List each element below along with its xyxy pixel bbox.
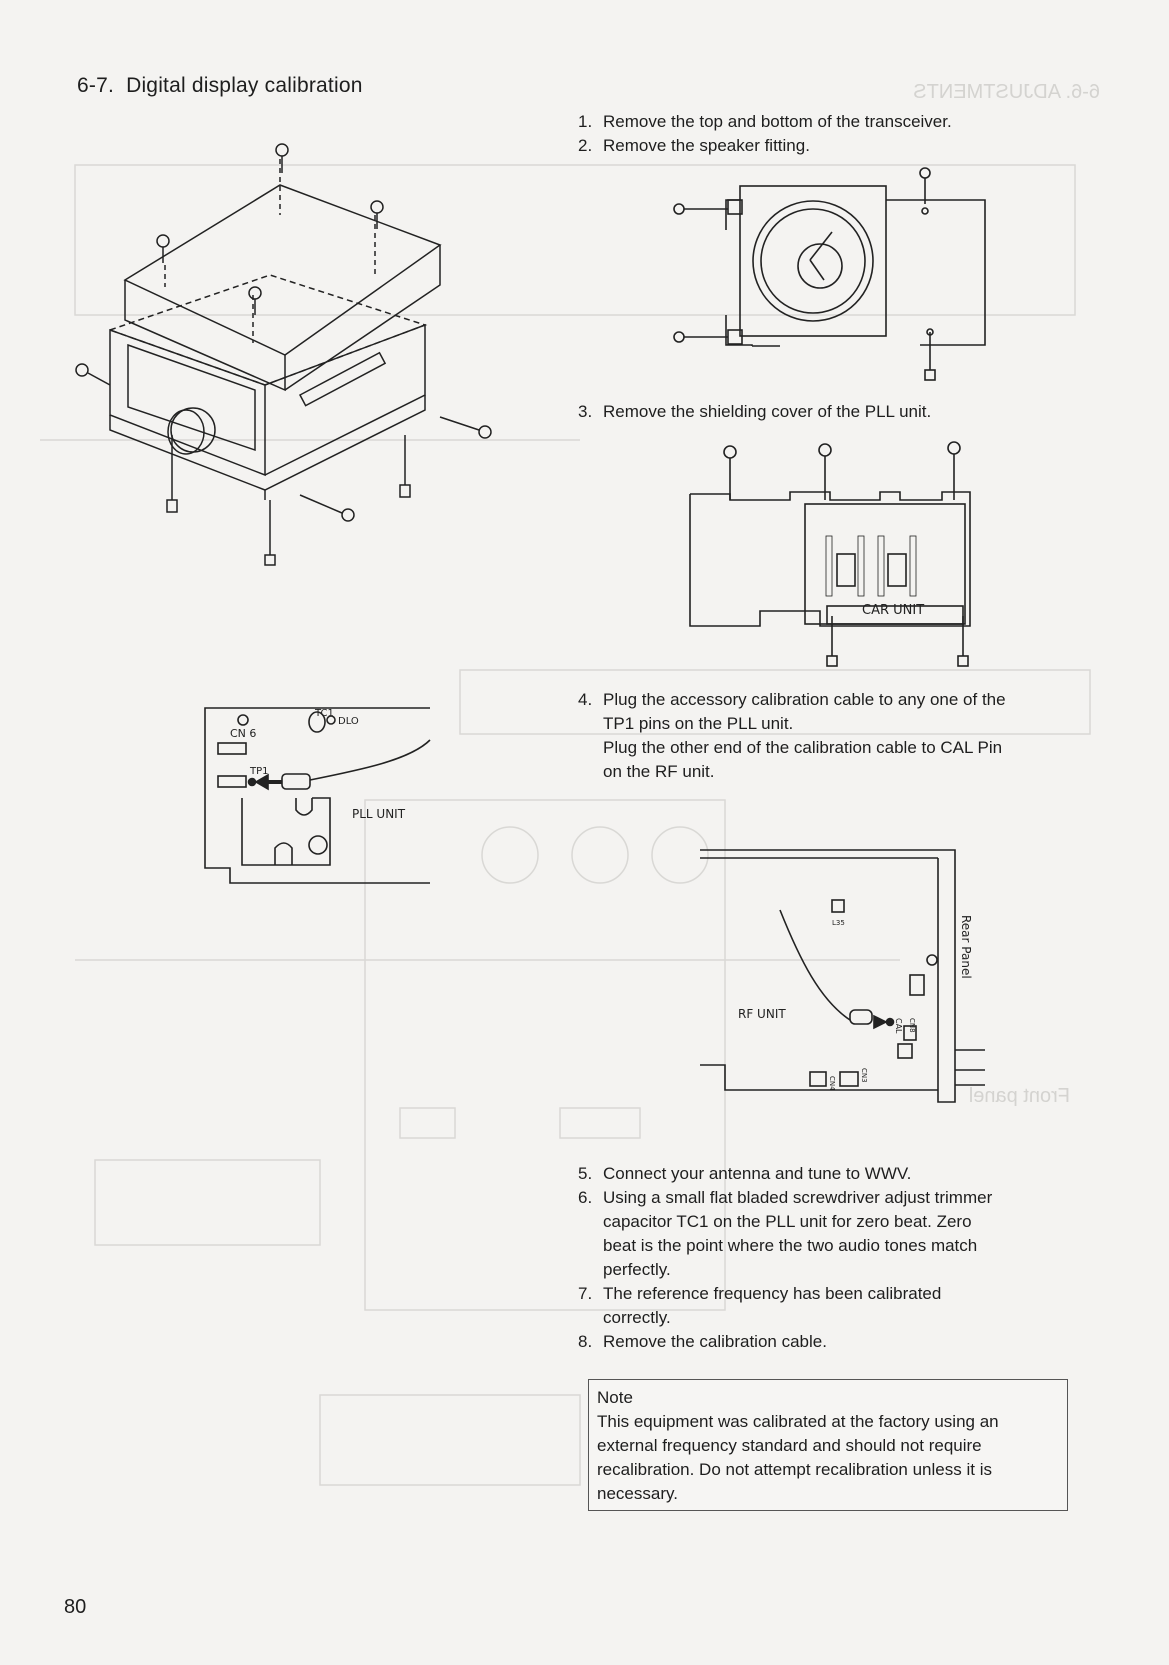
pll-shield-diagram xyxy=(680,436,980,676)
note-heading: Note xyxy=(597,1388,633,1407)
tc1-label: TC1 xyxy=(315,708,334,719)
screw-icon xyxy=(440,417,491,438)
rear-panel-label: Rear Panel xyxy=(959,915,973,979)
screw-icon xyxy=(249,287,261,315)
rf-unit-diagram xyxy=(700,840,1020,1110)
screw-icon xyxy=(674,332,728,342)
step-5: 5. Connect your antenna and tune to WWV. xyxy=(578,1164,912,1183)
screw-icon xyxy=(674,204,728,214)
screw-icon xyxy=(925,332,935,380)
screw-icon xyxy=(167,435,177,512)
bleed-front-panel: Front panel xyxy=(968,1085,1070,1107)
dlo-label: DLO xyxy=(338,716,359,727)
screw-icon xyxy=(400,435,410,497)
arrow-icon xyxy=(874,1016,886,1028)
transceiver-top-removal-diagram xyxy=(70,145,500,565)
cn3-label: CN3 xyxy=(860,1068,868,1083)
step-6: 6. Using a small flat bladed screwdriver adjust trimmer capacitor TC1 on the PLL unit for zero beat. Zero beat is the point where the two audio tones match perfectly. xyxy=(578,1188,993,1279)
cal-label: CAL xyxy=(894,1018,903,1034)
step-1: 1. Remove the top and bottom of the transceiver. xyxy=(578,112,952,131)
section-number: 6-7. xyxy=(77,74,114,97)
screw-icon xyxy=(724,446,736,500)
note-line: This equipment was calibrated at the factory using an xyxy=(597,1412,999,1431)
step-2: 2. Remove the speaker fitting. xyxy=(578,136,810,155)
cn6-label: CN 6 xyxy=(230,727,257,740)
section-title-text: Digital display calibration xyxy=(126,74,363,97)
steps-5-8 xyxy=(578,1162,1098,1354)
step-4: 4. Plug the accessory calibration cable to any one of the TP1 pins on the PLL unit. Plug the other end of the calibration cable to CAL Pin on the RF unit. xyxy=(578,690,1006,781)
pll-unit-label: PLL UNIT xyxy=(352,807,406,821)
l35-label: L35 xyxy=(832,919,845,927)
screw-icon xyxy=(276,144,288,173)
tp1-label: TP1 xyxy=(250,766,269,777)
arrow-icon xyxy=(256,775,268,789)
screw-icon xyxy=(371,201,383,229)
screw-icon xyxy=(920,168,930,204)
section-title xyxy=(77,74,363,98)
cn8-label: CN8 xyxy=(908,1018,916,1033)
screw-icon xyxy=(265,500,275,565)
note-line: recalibration. Do not attempt recalibration unless it is xyxy=(597,1460,992,1479)
step-3: 3. Remove the shielding cover of the PLL unit. xyxy=(578,402,932,421)
step-8: 8. Remove the calibration cable. xyxy=(578,1332,827,1351)
car-unit-label: CAR UNIT xyxy=(862,603,925,618)
page-number: 80 xyxy=(64,1596,87,1618)
cn4-label: CN4 xyxy=(828,1076,836,1091)
step-7: 7. The reference frequency has been calibrated correctly. xyxy=(578,1284,942,1327)
note-box xyxy=(588,1379,1068,1511)
pll-unit-closeup xyxy=(200,700,440,890)
steps-1-2 xyxy=(578,110,1098,158)
bleed-heading: 6-6. ADJUSTMENTS xyxy=(913,81,1100,103)
rf-unit-label: RF UNIT xyxy=(738,1007,786,1021)
note-line: necessary. xyxy=(597,1484,678,1503)
screw-icon xyxy=(300,495,354,521)
speaker-fitting-diagram xyxy=(660,170,1000,390)
screw-icon xyxy=(76,364,110,385)
note-line: external frequency standard and should not require xyxy=(597,1436,982,1455)
